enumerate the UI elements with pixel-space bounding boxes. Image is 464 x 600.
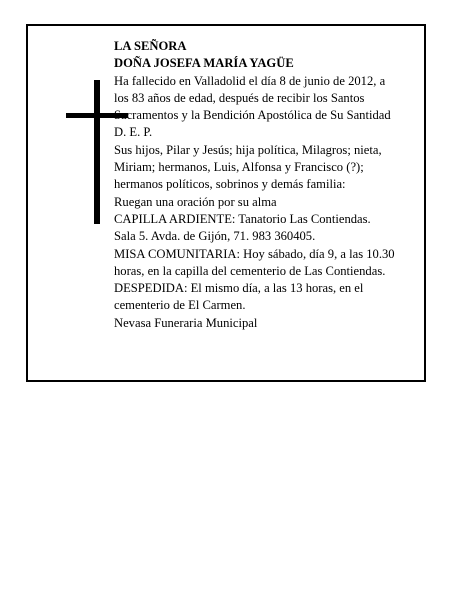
death-announcement-line: Ha fallecido en Valladolid el día 8 de junio de 2012, a bbox=[114, 73, 386, 88]
death-announcement-line: Sacramentos y la Bendición Apostólica de Su Santidad bbox=[114, 108, 391, 123]
family-line: Sus hijos, Pilar y Jesús; hija política, Milagros; nieta, bbox=[114, 142, 382, 157]
prayer-request-line: Ruegan una oración por su alma bbox=[114, 194, 277, 209]
farewell-line: cementerio de El Carmen. bbox=[114, 298, 246, 313]
funeral-home-line: Nevasa Funeraria Municipal bbox=[114, 315, 258, 330]
wake-location-line: CAPILLA ARDIENTE: Tanatorio Las Contiendas. bbox=[114, 211, 371, 226]
mass-line: horas, en la capilla del cementerio de Las Contiendas. bbox=[114, 263, 386, 278]
cross-vertical-bar bbox=[94, 80, 100, 224]
rest-in-peace-line: D. E. P. bbox=[114, 125, 153, 140]
family-line: Miriam; hermanos, Luis, Alfonsa y Francisco (?); bbox=[114, 160, 364, 175]
death-announcement-line: los 83 años de edad, después de recibir los Santos bbox=[114, 90, 365, 105]
farewell-line: DESPEDIDA: El mismo día, a las 13 horas, en el bbox=[114, 281, 364, 296]
wake-address-line: Sala 5. Avda. de Gijón, 71. 983 360405. bbox=[114, 229, 316, 244]
deceased-name: DOÑA JOSEFA MARÍA YAGÜE bbox=[114, 56, 294, 71]
mass-line: MISA COMUNITARIA: Hoy sábado, día 9, a las 10.30 bbox=[114, 246, 395, 261]
notice-heading: LA SEÑORA bbox=[114, 39, 187, 53]
family-line: hermanos políticos, sobrinos y demás familia: bbox=[114, 177, 346, 192]
notice-text-block bbox=[114, 38, 420, 332]
